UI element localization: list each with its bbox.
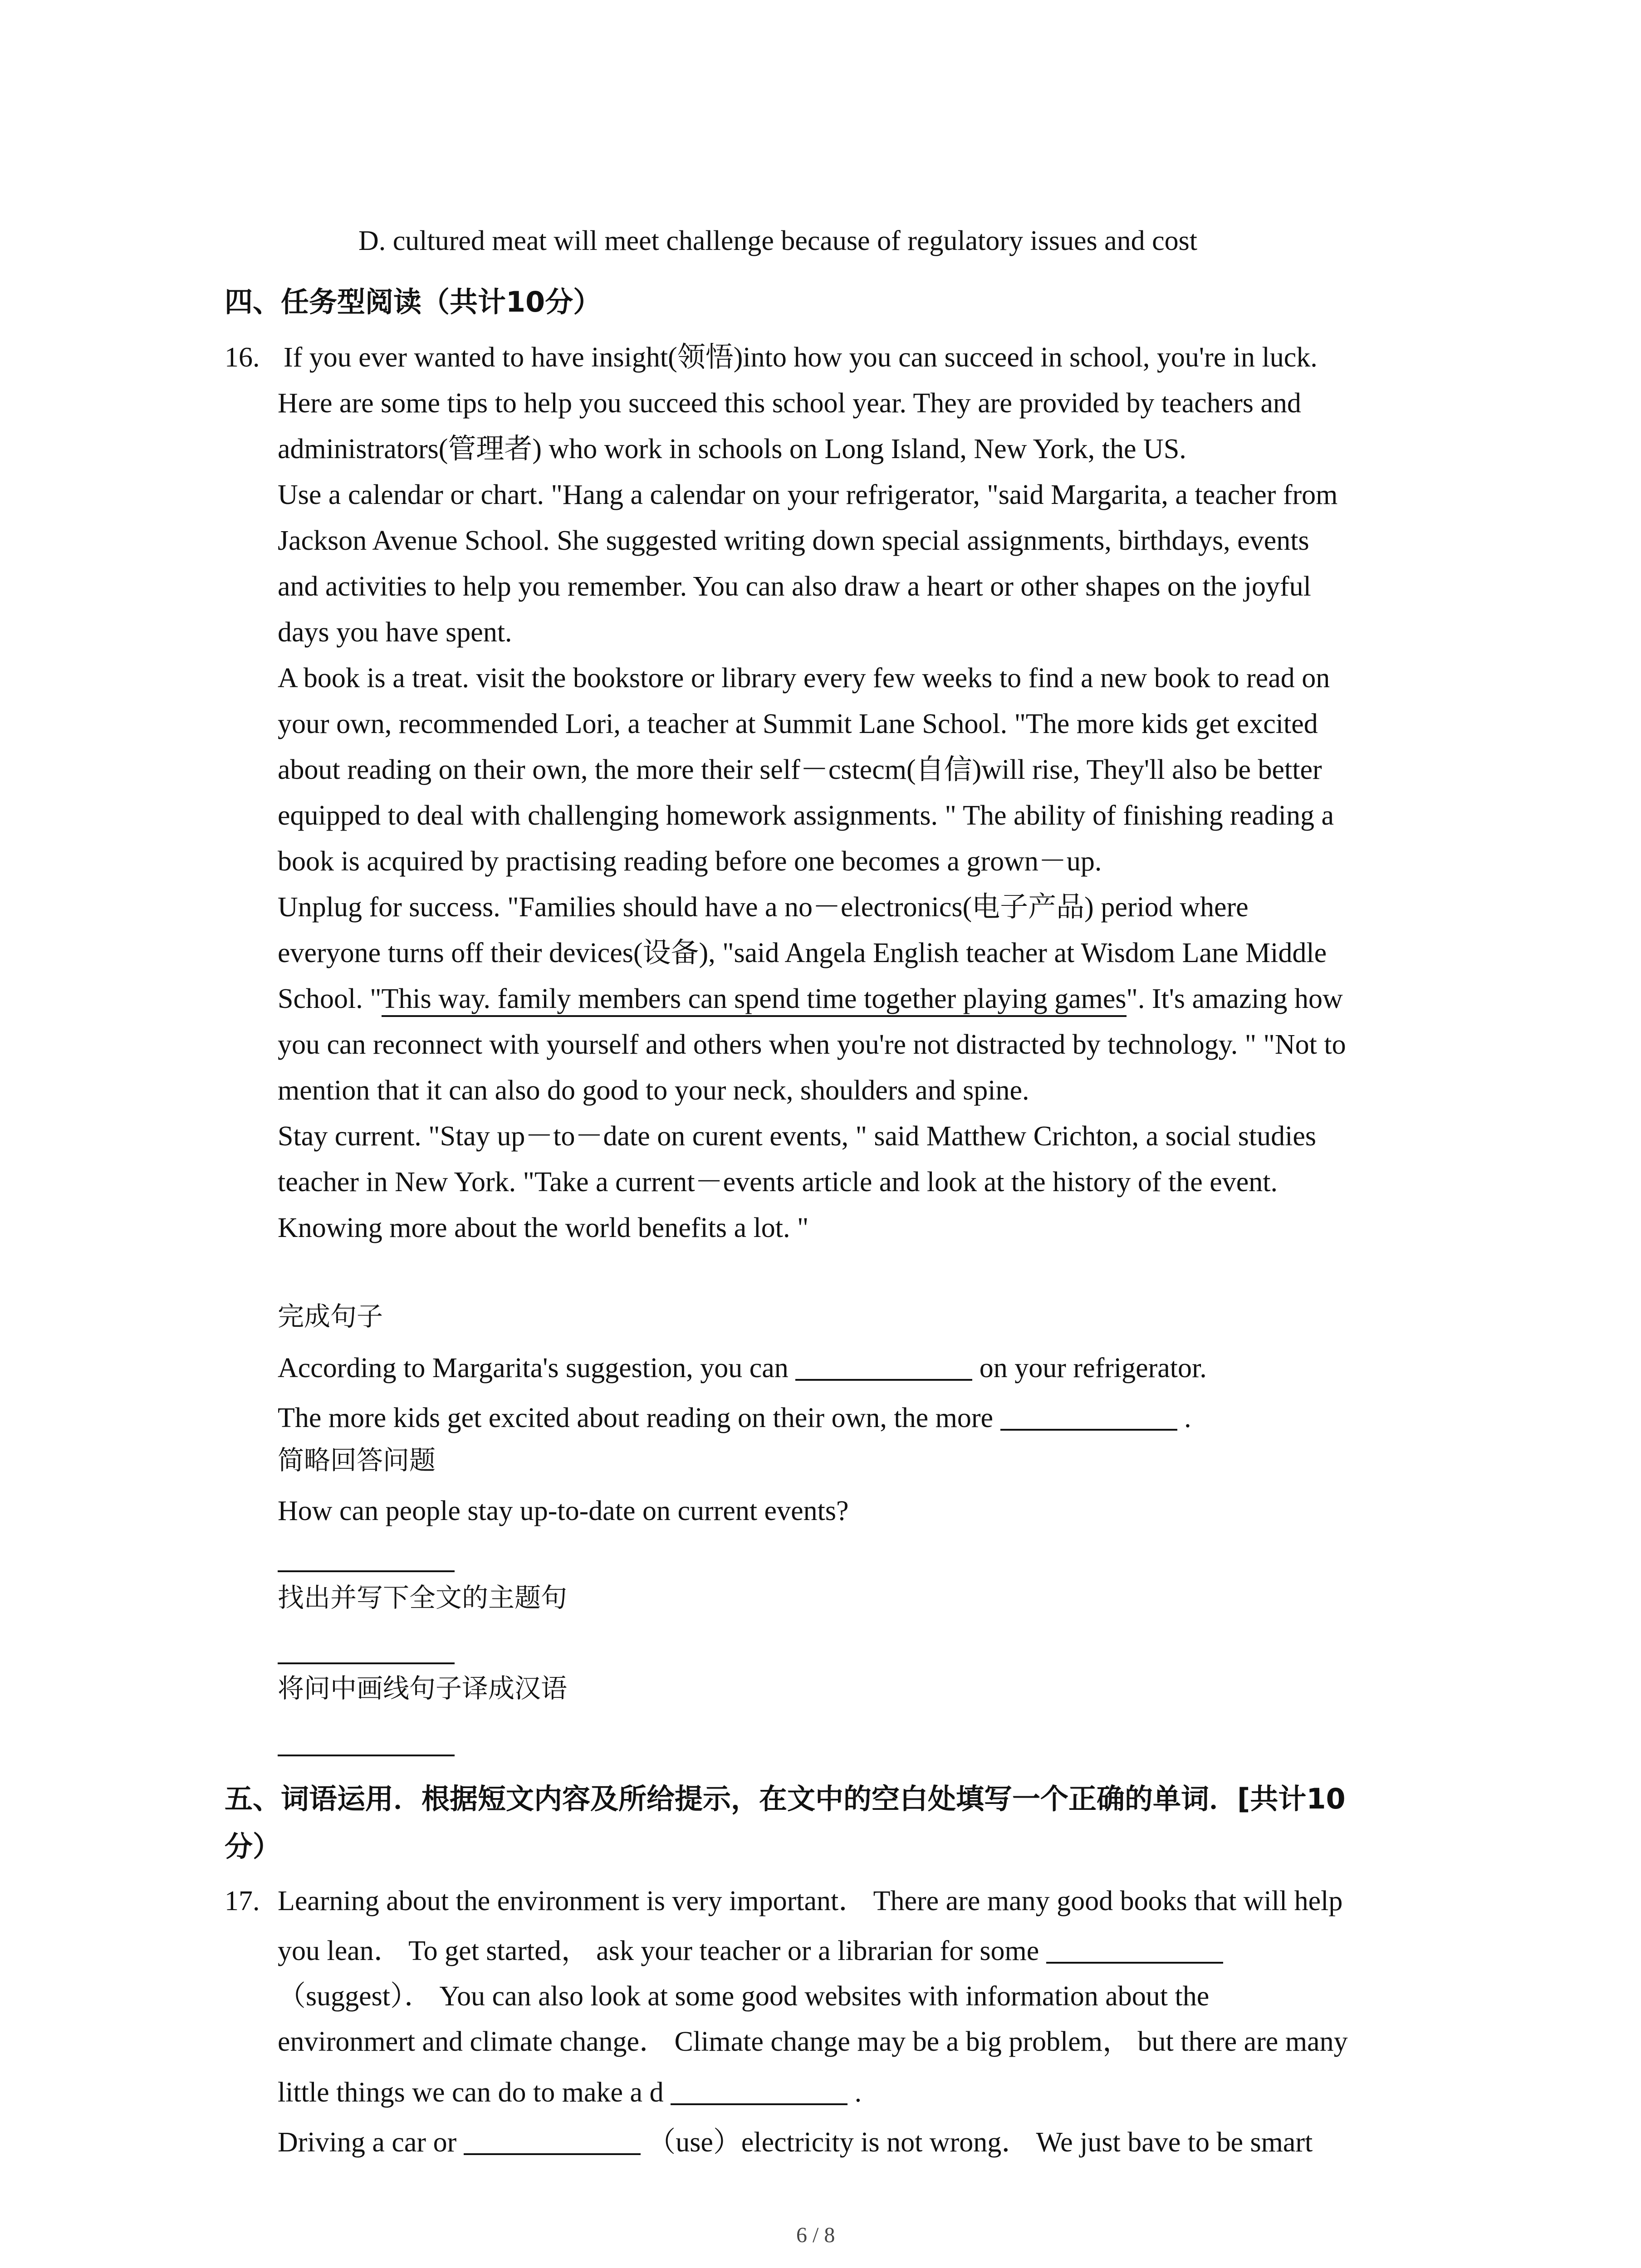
q17-line [278,1937,1223,1965]
q16-line: everyone turns off their devices(设备), "said Angela English teacher at Wisdom Lane Middle [278,938,1327,968]
q17-line6-pre: Driving a car or [278,2127,457,2158]
answer-blank[interactable] [464,2130,641,2155]
task1-s1-pre: According to Margarita's suggestion, you can [278,1353,789,1383]
answer-blank[interactable] [278,1662,455,1664]
q16-line: Stay current. "Stay up－to－date on curent events, " said Matthew Crichton, a social studies [278,1121,1317,1152]
q16-line: days you have spent. [278,617,512,648]
q16-underlined-line [278,985,1343,1013]
task1-heading: 完成句子 [278,1301,383,1332]
q16-line: book is acquired by practising reading before one becomes a grown－up. [278,846,1102,877]
answer-blank[interactable] [278,1755,455,1756]
task1-s2-post: . [1184,1403,1191,1433]
q17-line2-pre: you lean． To get started， ask your teacher or a librarian for some [278,1936,1039,1966]
q16-line: Knowing more about the world benefits a lot. " [278,1212,809,1243]
q17-line [278,2078,862,2107]
q16-line: Here are some tips to help you succeed this school year. They are provided by teachers and [278,388,1301,419]
q16-line: administrators(管理者) who work in schools on Long Island, New York, the US. [278,434,1186,464]
task4-heading: 将问中画线句子译成汉语 [278,1673,568,1704]
underlined-sentence: This way. family members can spend time together playing games [382,983,1127,1017]
q16-line: and activities to help you remember. You can also draw a heart or other shapes on the joyful [278,571,1311,602]
q17-line [278,2128,1313,2156]
task1-sentence-2 [278,1404,1191,1432]
q16-line: your own, recommended Lori, a teacher at Summit Lane School. "The more kids get excited [278,709,1318,739]
task1-s1-post: on your refrigerator. [979,1353,1207,1383]
task3-heading: 找出并写下全文的主题句 [278,1582,568,1613]
q16-line: you can reconnect with yourself and others when you're not distracted by technology. " "Not to [278,1029,1346,1060]
q16-number: 16. [225,342,260,373]
page-number: 6 / 8 [796,2223,835,2247]
q16-line: A book is a treat. visit the bookstore or library every few weeks to find a new book to read on [278,663,1330,694]
q16-line: Use a calendar or chart. "Hang a calendar on your refrigerator, "said Margarita, a teacher from [278,479,1338,510]
q16-line: equipped to deal with challenging homework assignments. " The ability of finishing reading a [278,800,1334,831]
q16-school-post: ". It's amazing how [1126,983,1343,1014]
q17-line6-post: （use）electricity is not wrong． We just bave to be smart [647,2127,1313,2158]
section4-title: 四、任务型阅读（共计10分） [225,285,602,318]
section5-title-line2: 分） [225,1830,281,1863]
q17-line5-pre: little things we can do to make a d [278,2077,664,2108]
answer-blank[interactable] [278,1570,455,1572]
q17-line5-post: . [854,2077,862,2108]
q16-line: teacher in New York. "Take a current－events article and look at the history of the event. [278,1167,1278,1198]
answer-blank[interactable] [1046,1938,1223,1964]
task1-sentence-1 [278,1354,1207,1382]
task1-s2-pre: The more kids get excited about reading on their own, the more [278,1403,994,1433]
task2-question: How can people stay up-to-date on current events? [278,1496,849,1526]
q16-line: Jackson Avenue School. She suggested writing down special assignments, birthdays, events [278,525,1309,556]
answer-blank[interactable] [671,2080,847,2105]
q16-line: mention that it can also do good to your neck, shoulders and spine. [278,1075,1029,1106]
q16-school-pre: School. " [278,983,382,1014]
q17-line: Learning about the environment is very important． There are many good books that will help [278,1886,1343,1916]
section5-title-line1: 五、词语运用．根据短文内容及所给提示，在文中的空白处填写一个正确的单词．[共计10 [225,1782,1346,1815]
q17-line: （suggest）． You can also look at some good websites with information about the [278,1981,1210,2012]
q17-line: environmert and climate change． Climate change may be a big problem， but there are many [278,2026,1348,2057]
task2-heading: 简略回答问题 [278,1445,436,1476]
answer-blank[interactable] [1000,1405,1177,1431]
option-d: D. cultured meat will meet challenge because of regulatory issues and cost [358,225,1198,256]
q16-line: If you ever wanted to have insight(领悟)into how you can succeed in school, you're in luck. [284,342,1318,373]
answer-blank[interactable] [795,1355,972,1381]
q16-line: about reading on their own, the more their self－cstecm(自信)will rise, They'll also be better [278,754,1322,785]
q17-number: 17. [225,1886,260,1916]
q16-line: Unplug for success. "Families should have a no－electronics(电子产品) period where [278,892,1249,923]
